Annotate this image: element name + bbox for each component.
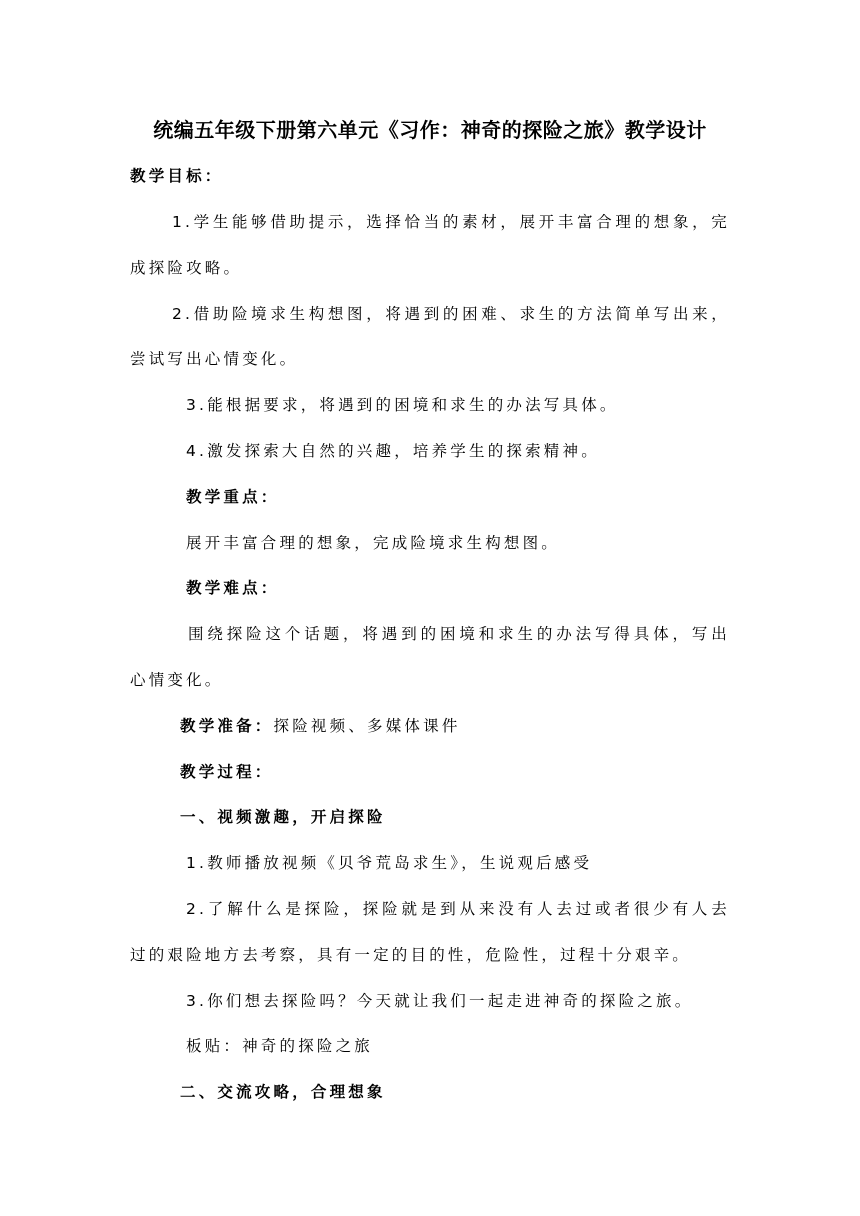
- section-1-item-1: 1.教师播放视频《贝爷荒岛求生》，生说观后感受: [186, 854, 593, 872]
- section-2-heading: 二、交流攻略，合理想象: [180, 1083, 386, 1101]
- section-1-item-2-line-1: 2.了解什么是探险，探险就是到从来没有人去过或者很少有人去: [186, 900, 730, 918]
- difficult-points-line-1: 围绕探险这个话题，将遇到的困境和求生的办法写得具体，写出: [188, 625, 730, 643]
- goal-1-line-2: 成探险攻略。: [130, 259, 243, 277]
- goal-1-line-1: 1.学生能够借助提示，选择恰当的素材，展开丰富合理的想象，完: [172, 213, 730, 231]
- section-1-item-3: 3.你们想去探险吗？今天就让我们一起走进神奇的探险之旅。: [186, 992, 694, 1010]
- preparation-line: [180, 714, 461, 736]
- difficult-points-line-2: 心情变化。: [130, 671, 224, 689]
- process-heading: 教学过程：: [180, 763, 274, 781]
- section-1-heading: 一、视频激趣，开启探险: [180, 808, 386, 826]
- document-title: 统编五年级下册第六单元《习作：神奇的探险之旅》教学设计: [153, 118, 707, 142]
- key-points-text: 展开丰富合理的想象，完成险境求生构想图。: [186, 534, 561, 552]
- goal-3: 3.能根据要求，将遇到的困境和求生的办法写具体。: [186, 396, 619, 414]
- key-points-heading: 教学重点：: [186, 488, 280, 506]
- goal-2-line-1: 2.借助险境求生构想图，将遇到的困难、求生的方法简单写出来，: [172, 305, 730, 323]
- goals-heading: 教学目标：: [130, 167, 224, 185]
- difficult-points-heading: 教学难点：: [186, 579, 280, 597]
- board-note: 板贴：神奇的探险之旅: [186, 1037, 374, 1055]
- goal-2-line-2: 尝试写出心情变化。: [130, 350, 299, 368]
- preparation-label: 教学准备：: [180, 717, 274, 735]
- section-1-item-2-line-2: 过的艰险地方去考察，具有一定的目的性，危险性，过程十分艰辛。: [130, 946, 692, 964]
- preparation-text: 探险视频、多媒体课件: [273, 717, 461, 735]
- goal-4: 4.激发探索大自然的兴趣，培养学生的探索精神。: [186, 442, 600, 460]
